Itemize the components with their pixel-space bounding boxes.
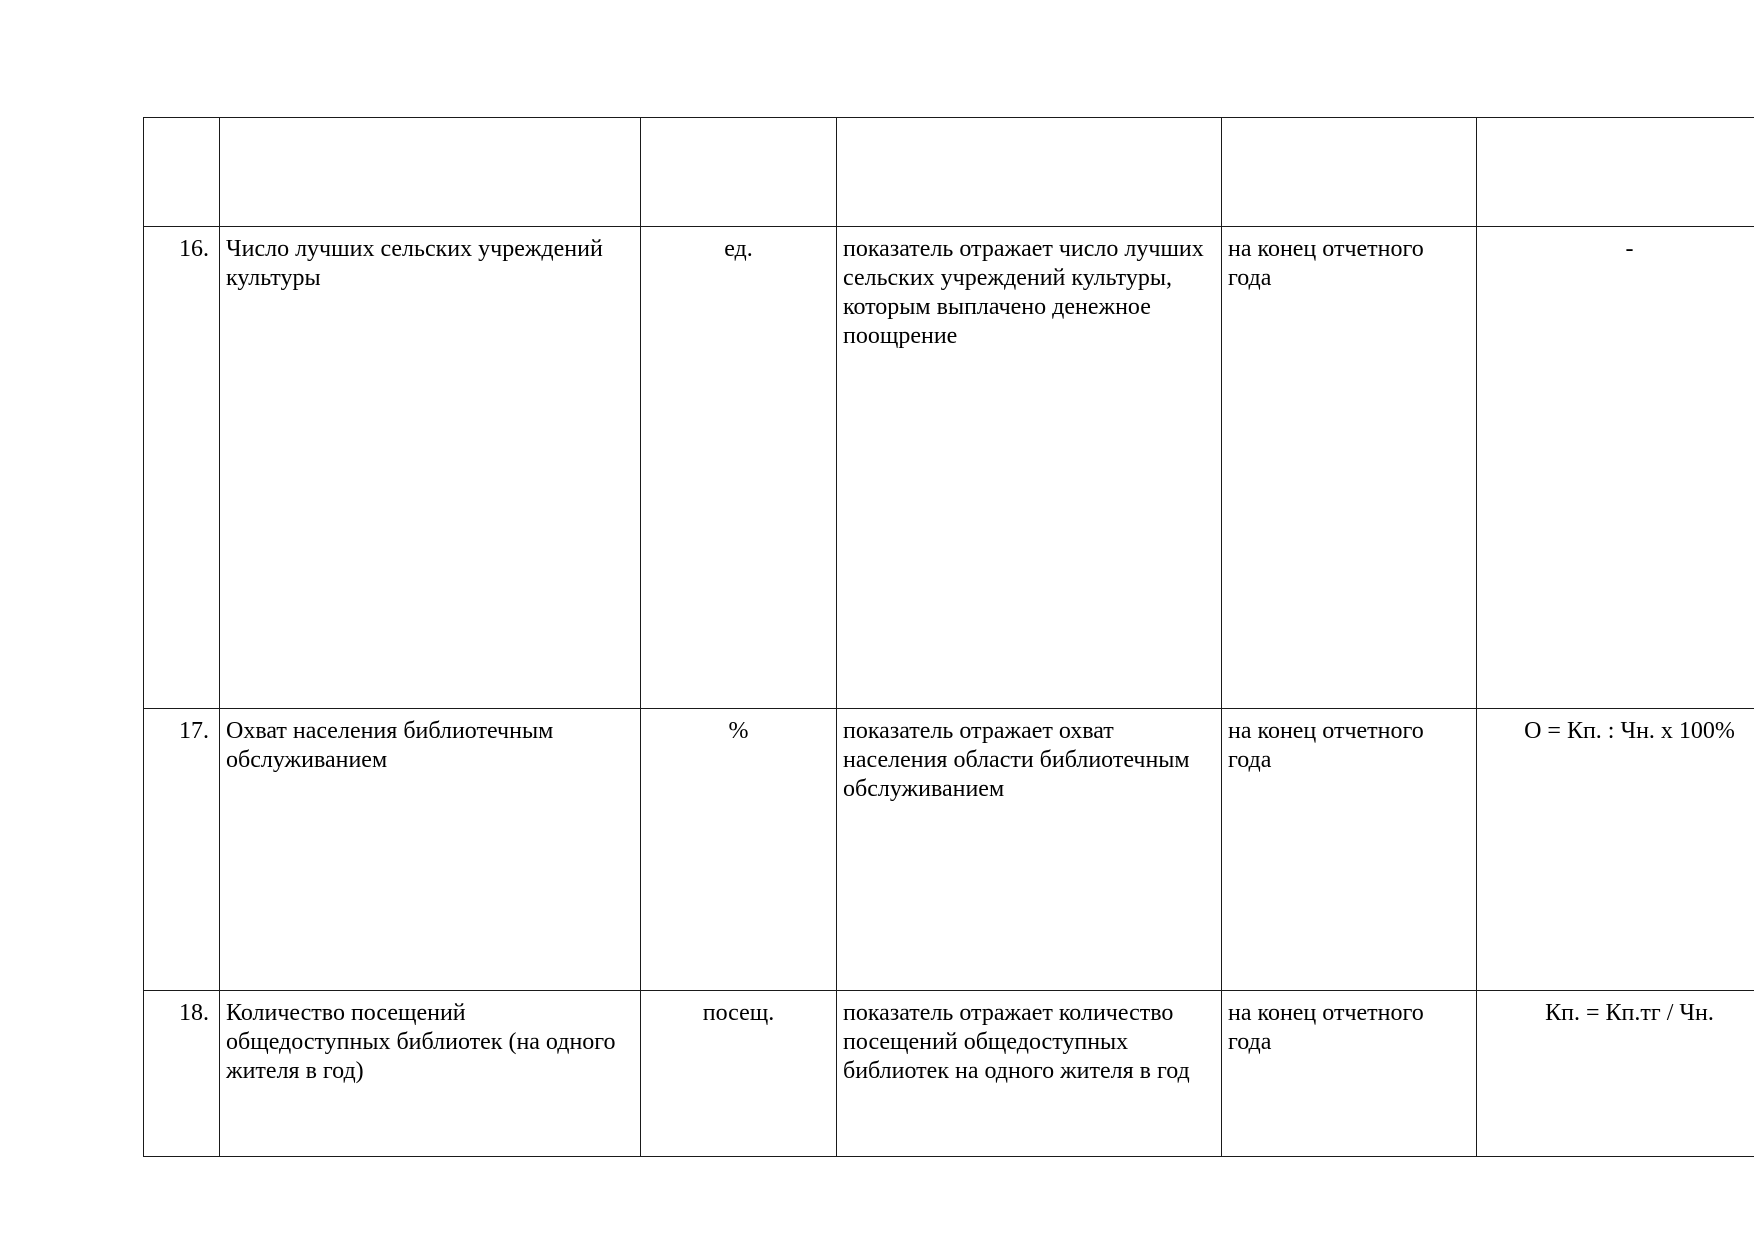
header-cell-unit [641, 118, 837, 227]
calculation-formula: Кп. = Кп.тг / Чн. [1477, 991, 1754, 1157]
calculation-formula: - [1477, 227, 1754, 709]
row-number: 17. [144, 709, 220, 991]
indicator-name: Количество посещений общедоступных библиотек (на одного жителя в год) [220, 991, 641, 1157]
header-cell-formula [1477, 118, 1754, 227]
row-number: 18. [144, 991, 220, 1157]
reporting-period: на конец отчетного года [1222, 709, 1477, 991]
header-cell-period [1222, 118, 1477, 227]
row-number: 16. [144, 227, 220, 709]
indicator-description: показатель отражает охват населения области библиотечным обслуживанием [837, 709, 1222, 991]
reporting-period: на конец отчетного года [1222, 227, 1477, 709]
indicator-description: показатель отражает количество посещений общедоступных библиотек на одного жителя в год [837, 991, 1222, 1157]
header-cell-name [220, 118, 641, 227]
unit-of-measure: ед. [641, 227, 837, 709]
indicator-name: Охват населения библиотечным обслуживанием [220, 709, 641, 991]
table-header-row [144, 118, 1754, 227]
header-cell-num [144, 118, 220, 227]
indicator-name: Число лучших сельских учреждений культуры [220, 227, 641, 709]
unit-of-measure: посещ. [641, 991, 837, 1157]
reporting-period: на конец отчетного года [1222, 991, 1477, 1157]
table-row [144, 709, 1754, 991]
calculation-formula: О = Кп. : Чн. х 100% [1477, 709, 1754, 991]
header-cell-description [837, 118, 1222, 227]
table-row [144, 227, 1754, 709]
unit-of-measure: % [641, 709, 837, 991]
indicators-table [143, 117, 1754, 1157]
table-row [144, 991, 1754, 1157]
indicator-description: показатель отражает число лучших сельских учреждений культуры, которым выплачено денежное поощрение [837, 227, 1222, 709]
